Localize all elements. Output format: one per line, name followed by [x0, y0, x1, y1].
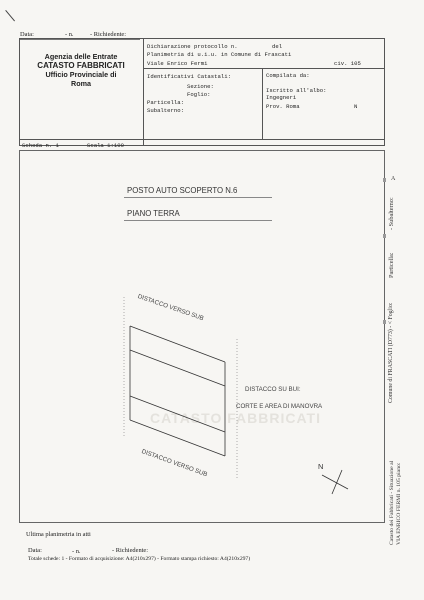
side-marker-2: [383, 234, 386, 238]
particella-label: Particella:: [147, 99, 184, 106]
sezione-label: Sezione:: [187, 83, 214, 90]
wall-line-2: [130, 350, 225, 386]
distacco-top-label: DISTACCO VERSO SUB: [136, 293, 205, 323]
foglio-label: Foglio:: [187, 91, 211, 98]
del-label: del: [272, 43, 283, 50]
side-comune: Comune di FRASCATI (D773) - < Foglio:: [388, 302, 394, 403]
agency-line1: Agenzia delle Entrate: [44, 52, 118, 61]
dichiarazione-label: Dichiarazione protocollo n.: [147, 43, 238, 50]
north-label: N: [318, 462, 324, 471]
side-particella: Particella:: [388, 252, 395, 278]
header-n-label: - n.: [65, 31, 74, 38]
footer-data-label: Data:: [28, 547, 42, 554]
header-richiedente-label: - Richiedente:: [90, 31, 127, 38]
corte-label: CORTE E AREA DI MANOVRA: [236, 403, 323, 410]
compilata-da-label: Compilata da:: [266, 72, 310, 79]
side-subalterno: - Subalterno:: [388, 197, 395, 230]
footer-totale: Totale schede: 1 - Formato di acquisizione: A4(210x297) - Formato stampa richiesto: A4(210x297): [28, 556, 251, 562]
watermark: CATASTO FABBRICATI: [150, 410, 321, 426]
side-catasto-line2: VIA ENRICO FERMI n. 105 piano:: [396, 462, 402, 545]
agency-line2: CATASTO FABBRICATI: [37, 61, 125, 70]
wall-line-3: [130, 396, 225, 432]
wall-line-1: [130, 326, 225, 362]
agency-line4: Roma: [71, 79, 91, 88]
iscritto-albo-label: Iscritto all'albo:: [266, 87, 327, 94]
agency-line3: Ufficio Provinciale di: [45, 70, 117, 79]
footer-ultima: Ultima planimetria in atti: [26, 531, 91, 538]
identificativi-label: Identificativi Catastali:: [147, 73, 231, 80]
subalterno-label: Subalterno:: [147, 107, 184, 114]
scala-label: Scala 1:100: [87, 142, 124, 149]
side-marker-3: [383, 320, 386, 324]
header-data-label: Data:: [20, 31, 34, 38]
plan-floor: PIANO TERRA: [127, 209, 180, 218]
prov-n-text: N: [354, 103, 358, 110]
footer-richiedente-label: - Richiedente:: [112, 547, 149, 554]
prov-text: Prov. Roma: [266, 103, 300, 110]
ingegneri-text: Ingegneri: [266, 94, 297, 101]
side-marker-1: [383, 178, 386, 182]
side-catasto-line1: Catasto dei Fabbricati - Situazione al: [389, 460, 395, 545]
civ-text: civ. 105: [334, 60, 361, 67]
plan-title: POSTO AUTO SCOPERTO N.6: [127, 186, 238, 195]
distacco-bui-label: DISTACCO SU BUI:: [245, 386, 301, 393]
scheda-label: Scheda n. 1: [22, 142, 59, 149]
side-a-label: A: [391, 176, 396, 182]
address-text: Viale Enrico Fermi: [147, 60, 208, 67]
footer-n-label: - n.: [72, 548, 81, 555]
distacco-bottom-label: DISTACCO VERSO SUB: [140, 448, 209, 479]
planimetria-text: Planimetria di u.i.u. in Comune di Frascati: [147, 51, 292, 58]
north-arrow-line-2: [332, 470, 342, 494]
